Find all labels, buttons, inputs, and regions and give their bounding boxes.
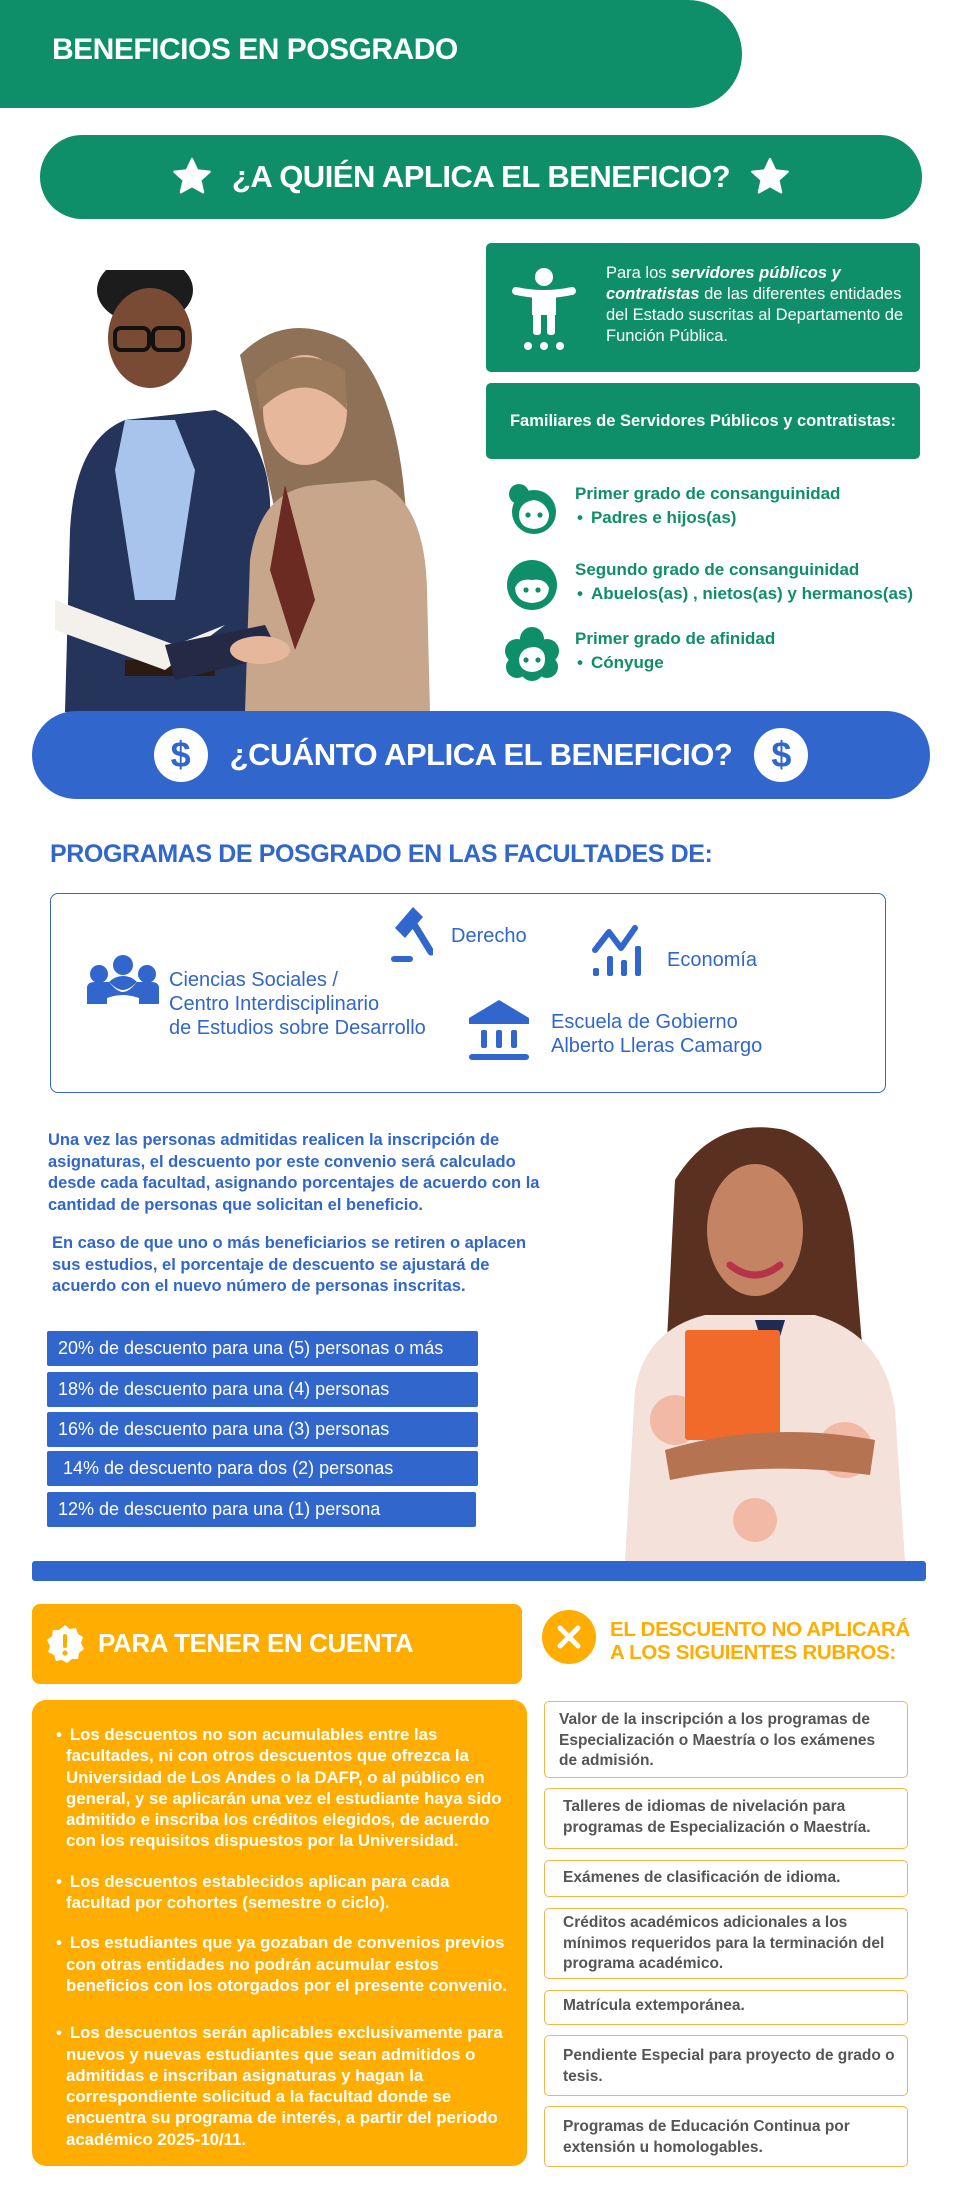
discount-tier: 18% de descuento para una (4) personas bbox=[47, 1372, 478, 1407]
discount-tier: 12% de descuento para una (1) persona bbox=[47, 1492, 476, 1527]
x-circle-icon bbox=[541, 1609, 597, 1665]
relation-detail: • Padres e hijos(as) bbox=[577, 508, 736, 528]
notes-title: PARA TENER EN CUENTA bbox=[98, 1628, 414, 1658]
discount-tier: 16% de descuento para una (3) personas bbox=[47, 1412, 478, 1447]
notes-body bbox=[32, 1700, 527, 2166]
star-icon bbox=[170, 155, 214, 199]
how-much-title: ¿CUÁNTO APLICA EL BENEFICIO? bbox=[229, 737, 733, 772]
note-item: • Los estudiantes que ya gozaban de convenios previos con otras entidades no podrán acumular estos beneficios con los otorgados por el presente convenio. bbox=[56, 1932, 516, 1996]
who-applies-banner bbox=[40, 135, 922, 219]
face-curly-icon bbox=[505, 627, 559, 681]
relation-item bbox=[505, 558, 945, 618]
faculty-escuela-gobierno: Escuela de Gobierno Alberto Lleras Camargo bbox=[467, 1000, 847, 1070]
note-item: • Los descuentos serán aplicables exclusivamente para nuevos y nuevas estudiantes que sean admitidos o admitidas e inscriban asignaturas y hagan la correspondiente solicitud a la facultad donde se encuentra su programa de interés, a partir del periodo académico 2025-10/11. bbox=[56, 2022, 516, 2150]
exclusion-item: Exámenes de clasificación de idioma. bbox=[544, 1860, 908, 1897]
exclusion-item: Valor de la inscripción a los programas de Especialización o Maestría o los exámenes de admisión. bbox=[544, 1701, 908, 1778]
notes-list bbox=[56, 1724, 516, 2169]
relation-title: Primer grado de afinidad bbox=[575, 629, 776, 648]
withdrawal-paragraph: En caso de que uno o más beneficiarios se retiren o aplacen sus estudios, el porcentaje de descuento se ajustará de acuerdo con el nuevo número de personas inscritas. bbox=[52, 1234, 527, 1295]
how-much-banner bbox=[32, 711, 930, 799]
dollar-icon: $ bbox=[754, 728, 808, 782]
exclusions-title: EL DESCUENTO NO APLICARÁ A LOS SIGUIENTES RUBROS: bbox=[610, 1618, 910, 1664]
face-bun-icon bbox=[505, 482, 559, 536]
public-servants-emphasis: servidores públicos y contratistas bbox=[606, 264, 841, 303]
notes-header bbox=[32, 1604, 522, 1684]
faculty-derecho: Derecho bbox=[391, 904, 591, 974]
two-students-reading-photo bbox=[55, 270, 440, 712]
gavel-icon bbox=[391, 904, 433, 964]
relation-title: Segundo grado de consanguinidad bbox=[575, 560, 860, 579]
note-item: • Los descuentos establecidos aplican para cada facultad por cohortes (semestre o ciclo). bbox=[56, 1871, 516, 1914]
exclusion-item: Matrícula extemporánea. bbox=[544, 1990, 908, 2025]
faculty-ciencias-sociales: Ciencias Sociales / Centro Interdisciplinario de Estudios sobre Desarrollo bbox=[87, 954, 447, 1044]
people-group-icon bbox=[87, 954, 159, 1010]
relation-title: Primer grado de consanguinidad bbox=[575, 484, 841, 503]
programs-title: PROGRAMAS DE POSGRADO EN LAS FACULTADES DE: bbox=[50, 840, 713, 868]
face-round-icon bbox=[505, 558, 559, 612]
family-members-title: Familiares de Servidores Públicos y contratistas: bbox=[486, 383, 920, 459]
public-servants-text: Para los servidores públicos y contratistas de las diferentes entidades del Estado suscritas al Departamento de Función Pública. bbox=[606, 264, 904, 345]
note-item: • Los descuentos no son acumulables entre las facultades, ni con otros descuentos que ofrezca la Universidad de Los Andes o la DAFP, o al público en general, y se aplicarán una vez el estudiante haya sido admitido e inscriba los créditos elegidos, de acuerdo con los requisitos dispuestos por la Universidad. bbox=[56, 1724, 516, 1852]
relation-detail: • Abuelos(as) , nietos(as) y hermanos(as) bbox=[577, 584, 913, 604]
discount-tier: 20% de descuento para una (5) personas o más bbox=[47, 1331, 478, 1366]
institution-icon bbox=[467, 1000, 531, 1062]
section-divider bbox=[32, 1561, 926, 1581]
public-servants-box bbox=[486, 243, 920, 372]
header-banner bbox=[0, 0, 742, 108]
star-icon bbox=[748, 155, 792, 199]
exclusion-item: Talleres de idiomas de nivelación para programas de Especialización o Maestría. bbox=[544, 1788, 908, 1849]
relation-item bbox=[505, 627, 945, 687]
exclusion-item: Pendiente Especial para proyecto de grado o tesis. bbox=[544, 2035, 908, 2096]
dollar-icon: $ bbox=[154, 728, 208, 782]
exclusion-item: Programas de Educación Continua por extensión u homologables. bbox=[544, 2106, 908, 2167]
discount-tier: 14% de descuento para dos (2) personas bbox=[47, 1451, 478, 1486]
exclusion-item: Créditos académicos adicionales a los mínimos requeridos para la terminación del programa académico. bbox=[544, 1908, 908, 1979]
relation-detail: • Cónyuge bbox=[577, 653, 664, 673]
faculties-box bbox=[50, 893, 886, 1093]
calculation-paragraph: Una vez las personas admitidas realicen la inscripción de asignaturas, el descuento por este convenio será calculado desde cada facultad, asignando porcentajes de acuerdo con la cantidad de personas que solicitan el beneficio. bbox=[48, 1131, 540, 1214]
accessibility-person-icon bbox=[512, 267, 576, 351]
relation-item bbox=[505, 482, 945, 542]
alert-badge-icon bbox=[45, 1624, 85, 1664]
page-title: BENEFICIOS EN POSGRADO bbox=[52, 33, 458, 66]
who-applies-title: ¿A QUIÉN APLICA EL BENEFICIO? bbox=[231, 159, 731, 194]
faculty-economia: Economía bbox=[591, 924, 811, 984]
chart-trend-icon bbox=[591, 924, 649, 978]
woman-holding-orange-book-photo bbox=[615, 1120, 910, 1561]
